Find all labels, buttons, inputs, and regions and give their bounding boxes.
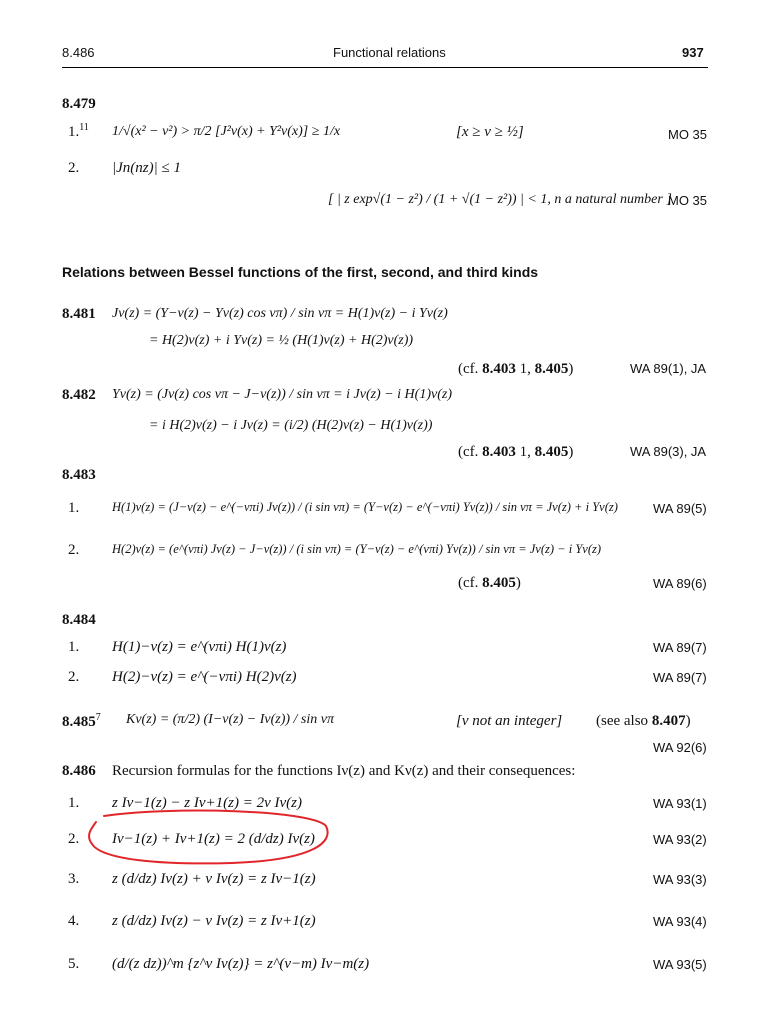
eq-8486-1-label: 1. [68, 795, 80, 811]
eq-8486-1: z Iν−1(z) − z Iν+1(z) = 2ν Iν(z) [112, 795, 303, 811]
eq-8479-2-condition: [ | z exp√(1 − z²) / (1 + √(1 − z²)) | < 1, n a natural number ] [328, 192, 672, 207]
eq-8485-see-also: (see also 8.407) [596, 713, 691, 729]
eq-8486-4-reference: WA 93(4) [653, 914, 707, 929]
link-8-403[interactable]: 8.403 [482, 444, 516, 460]
eq-8483-2-label: 2. [68, 542, 80, 558]
eq-8485-condition: [ν not an integer] [456, 713, 563, 729]
eq-8486-3-label: 3. [68, 871, 80, 887]
eq-8485-number: 8.485$^7$ [62, 712, 101, 730]
eq-8486-5-label: 5. [68, 956, 80, 972]
eq-8484-2: H(2)−ν(z) = e^(−νπi) H(2)ν(z) [112, 669, 297, 685]
eq-8479-2-label: 2. [68, 160, 80, 176]
eq-8482-reference: WA 89(3), JA [630, 444, 707, 459]
eq-8486-4: z (d/dz) Iν(z) − ν Iν(z) = z Iν+1(z) [112, 913, 316, 929]
link-8-405[interactable]: 8.405 [534, 361, 569, 377]
eq-8486-5: (d/(z dz))^m {z^ν Iν(z)} = z^(ν−m) Iν−m(z) [112, 956, 370, 972]
eq-8481-line1: Jν(z) = (Y−ν(z) − Yν(z) cos νπ) / sin νπ = H(1)ν(z) − i Yν(z) [112, 306, 448, 321]
eq-8482-line2: = i H(2)ν(z) − i Jν(z) = (i/2) (H(2)ν(z) − H(1)ν(z)) [149, 418, 433, 433]
eq-8479-2: |Jn(nz)| ≤ 1 [112, 160, 181, 176]
eq-8484-1-label: 1. [68, 639, 80, 655]
link-8-405[interactable]: 8.405 [482, 575, 516, 591]
link-8-405[interactable]: 8.405 [534, 444, 569, 460]
eq-8486-4-label: 4. [68, 913, 80, 929]
eq-8479-number: 8.479 [62, 96, 96, 112]
eq-8483-1-reference: WA 89(5) [653, 501, 707, 516]
eq-8483-2-cf: (cf. 8.405) [458, 575, 521, 591]
eq-8479-1-condition: [x ≥ ν ≥ ½] [456, 124, 524, 140]
eq-8483-number: 8.483 [62, 467, 96, 483]
eq-8486-intro: Recursion formulas for the functions Iν(z) and Kν(z) and their consequences: [112, 763, 576, 779]
eq-8484-number: 8.484 [62, 612, 96, 628]
eq-8486-number: 8.486 [62, 763, 96, 779]
eq-8483-1-label: 1. [68, 500, 80, 516]
eq-8486-5-reference: WA 93(5) [653, 957, 707, 972]
eq-8486-2: Iν−1(z) + Iν+1(z) = 2 (d/dz) Iν(z) [112, 831, 315, 847]
eq-8484-2-reference: WA 89(7) [653, 670, 707, 685]
eq-8483-2: H(2)ν(z) = (e^(νπi) Jν(z) − J−ν(z)) / (i sin νπ) = (Y−ν(z) − e^(νπi) Yν(z)) / sin νπ = Jν(z) − i Yν(z) [112, 542, 602, 556]
eq-8485: Kν(z) = (π/2) (I−ν(z) − Iν(z)) / sin νπ [126, 712, 334, 727]
eq-8482-line1: Yν(z) = (Jν(z) cos νπ − J−ν(z)) / sin νπ = i Jν(z) − i H(1)ν(z) [112, 387, 452, 402]
eq-8482-cf: (cf. 8.403 1, 8.405) [458, 444, 574, 460]
eq-8481-cf: (cf. 8.403 1, 8.405) [458, 361, 574, 377]
eq-8481-reference: WA 89(1), JA [630, 361, 707, 376]
section-heading: Relations between Bessel functions of the first, second, and third kinds [62, 264, 539, 280]
eq-8479-1: 1/√(x² − ν²) > π/2 [J²ν(x) + Y²ν(x)] ≥ 1/x [112, 124, 341, 139]
header-rule [62, 67, 708, 68]
eq-8486-3-reference: WA 93(3) [653, 872, 707, 887]
eq-8484-2-label: 2. [68, 669, 80, 685]
link-8-407[interactable]: 8.407 [651, 713, 686, 729]
eq-8479-2-reference: MO 35 [668, 193, 708, 208]
eq-8485-reference: WA 92(6) [653, 740, 707, 755]
header-page-number: 937 [682, 45, 704, 60]
red-annotation-circle [82, 808, 334, 866]
eq-8482-number: 8.482 [62, 387, 96, 403]
eq-8481-line2: = H(2)ν(z) + i Yν(z) = ½ (H(1)ν(z) + H(2)ν(z)) [149, 333, 414, 348]
eq-8486-2-reference: WA 93(2) [653, 832, 707, 847]
eq-8484-1-reference: WA 89(7) [653, 640, 707, 655]
eq-8479-1-reference: MO 35 [668, 127, 708, 142]
eq-8486-2-label: 2. [68, 831, 80, 847]
link-8-403[interactable]: 8.403 [482, 361, 516, 377]
eq-8486-3: z (d/dz) Iν(z) + ν Iν(z) = z Iν−1(z) [112, 871, 316, 887]
eq-8483-2-reference: WA 89(6) [653, 576, 707, 591]
header-title: Functional relations [333, 45, 446, 60]
eq-8483-1: H(1)ν(z) = (J−ν(z) − e^(−νπi) Jν(z)) / (i sin νπ) = (Y−ν(z) − e^(−νπi) Yν(z)) / sin νπ = Jν(z) + i Yν(z) [112, 500, 618, 514]
eq-8479-1-label: 1.11 [68, 122, 89, 140]
eq-8486-1-reference: WA 93(1) [653, 796, 707, 811]
eq-8484-1: H(1)−ν(z) = e^(νπi) H(1)ν(z) [112, 639, 287, 655]
header-section-number: 8.486 [62, 45, 95, 60]
eq-8481-number: 8.481 [62, 306, 96, 322]
